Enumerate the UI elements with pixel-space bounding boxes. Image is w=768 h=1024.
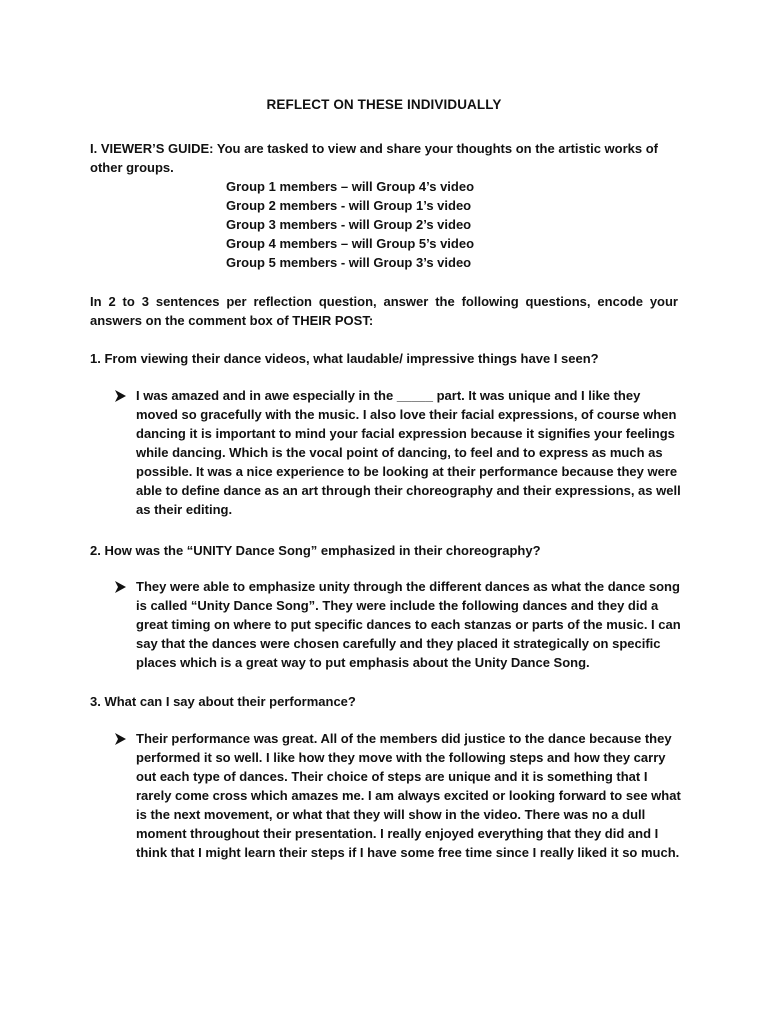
answer-1: I was amazed and in awe especially in the _____ part. It was unique and I like they moved so gracefully with the music. I also love their facial expressions, of course when dancing it is important to mind your facial expression because it signifies your feelings while dancing. Which is the vocal point of dancing, to feel and to express as much as possible. It was a nice experience to be looking at their performance because they were able to define dance as an art through their choreography and their expressions, as well as their editing. <box>136 388 681 517</box>
group-assignment-item: Group 5 members - will Group 3’s video <box>226 255 472 270</box>
group-assignment-item: Group 3 members - will Group 2’s video <box>226 217 472 232</box>
instructions-paragraph: In 2 to 3 sentences per reflection question, answer the following questions, encode your answers on the comment box of THEIR POST: <box>90 294 678 328</box>
arrow-bullet-icon <box>113 580 127 594</box>
arrow-bullet-icon <box>113 389 127 403</box>
group-assignment-list <box>226 177 474 272</box>
question-2: 2. How was the “UNITY Dance Song” emphasized in their choreography? <box>90 543 541 558</box>
arrow-bullet-icon <box>113 732 127 746</box>
group-assignment-item: Group 2 members - will Group 1’s video <box>226 198 472 213</box>
group-assignment-item: Group 4 members – will Group 5’s video <box>226 236 475 251</box>
answer-3: Their performance was great. All of the members did justice to the dance because they performed it so well. I like how they move with the following steps and how they carry out each type of dances. Their choice of steps are unique and it is something that I rarely come cross which amazes me. I am always excited or looking forward to see what is the next movement, or what that they will show in the video. There was no a dull moment throughout their presentation. I really enjoyed everything that they did and I think that I might learn their steps if I have some free time since I really liked it so much. <box>136 731 681 860</box>
answer-2: They were able to emphasize unity through the different dances as what the dance song is called “Unity Dance Song”. They were include the following dances and they did a great timing on where to put specific dances to each stanzas or parts of the music. I can say that the dances were chosen carefully and they placed it strategically on specific places which is a great way to put emphasis about the Unity Dance Song. <box>136 579 681 670</box>
viewers-guide-intro: I. VIEWER’S GUIDE: You are tasked to view and share your thoughts on the artistic works of other groups. <box>90 141 659 175</box>
question-3: 3. What can I say about their performance? <box>90 694 356 709</box>
group-assignment-item: Group 1 members – will Group 4’s video <box>226 179 475 194</box>
document-title: REFLECT ON THESE INDIVIDUALLY <box>266 97 502 112</box>
question-1: 1. From viewing their dance videos, what laudable/ impressive things have I seen? <box>90 351 599 366</box>
